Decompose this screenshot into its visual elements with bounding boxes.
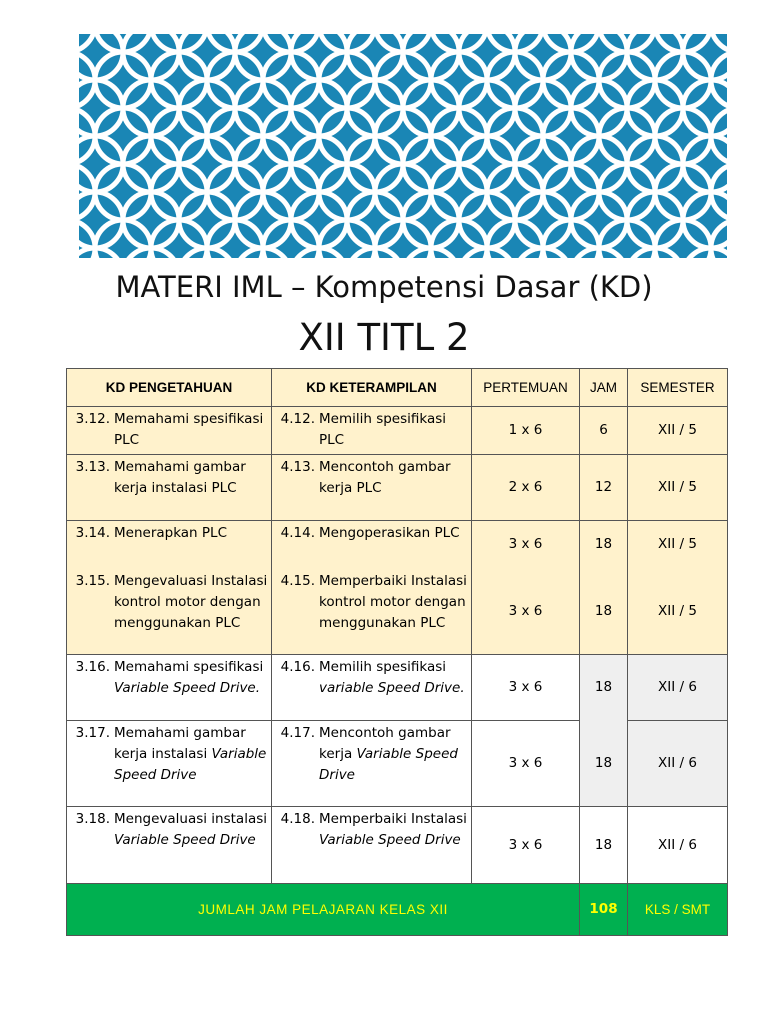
- kd-pengetahuan-cell: 3.17. Memahami gambar kerja instalasi Variable Speed Drive: [67, 721, 272, 807]
- jam-cell: 12: [580, 455, 628, 521]
- kd-pengetahuan-cell: 3.13. Memahami gambar kerja instalasi PLC: [67, 455, 272, 521]
- col-header-kd-keterampilan: KD KETERAMPILAN: [272, 369, 472, 407]
- jam-cell: 18: [580, 655, 628, 721]
- total-row: [67, 884, 728, 936]
- table-row: [67, 721, 728, 807]
- pertemuan-cell: 3 x 6: [472, 721, 580, 807]
- class-title: XII TITL 2: [298, 316, 470, 359]
- kd-pengetahuan-cell: 3.15. Mengevaluasi Instalasi kontrol motor dengan menggunakan PLC: [67, 569, 272, 655]
- total-label: JUMLAH JAM PELAJARAN KELAS XII: [67, 884, 580, 936]
- col-header-kd-pengetahuan: KD PENGETAHUAN: [67, 369, 272, 407]
- semester-cell: XII / 6: [628, 721, 728, 807]
- pertemuan-cell: 3 x 6: [472, 655, 580, 721]
- jam-cell: 18: [580, 807, 628, 884]
- semester-cell: XII / 5: [628, 521, 728, 569]
- total-unit: KLS / SMT: [628, 884, 728, 936]
- table-row: [67, 569, 728, 655]
- kd-pengetahuan-cell: 3.14. Menerapkan PLC: [67, 521, 272, 569]
- pertemuan-cell: 3 x 6: [472, 807, 580, 884]
- pertemuan-cell: 2 x 6: [472, 455, 580, 521]
- table-row: [67, 407, 728, 455]
- jam-cell: 18: [580, 569, 628, 655]
- kd-table: [66, 368, 728, 936]
- col-header-semester: SEMESTER: [628, 369, 728, 407]
- kd-keterampilan-cell: 4.12. Memilih spesifikasi PLC: [272, 407, 472, 455]
- kd-keterampilan-cell: 4.15. Memperbaiki Instalasi kontrol motor dengan menggunakan PLC: [272, 569, 472, 655]
- kd-pengetahuan-cell: 3.18. Mengevaluasi instalasi Variable Speed Drive: [67, 807, 272, 884]
- semester-cell: XII / 6: [628, 807, 728, 884]
- pertemuan-cell: 1 x 6: [472, 407, 580, 455]
- jam-cell: 6: [580, 407, 628, 455]
- page-title: MATERI IML – Kompetensi Dasar (KD): [115, 270, 653, 304]
- table-row: [67, 655, 728, 721]
- col-header-jam: JAM: [580, 369, 628, 407]
- decorative-pattern-banner: [79, 34, 727, 258]
- kd-keterampilan-cell: 4.16. Memilih spesifikasi variable Speed Drive.: [272, 655, 472, 721]
- kd-keterampilan-cell: 4.17. Mencontoh gambar kerja Variable Speed Drive: [272, 721, 472, 807]
- col-header-pertemuan: PERTEMUAN: [472, 369, 580, 407]
- table-row: [67, 521, 728, 569]
- table-row: [67, 807, 728, 884]
- total-value: 108: [580, 884, 628, 936]
- jam-cell: 18: [580, 521, 628, 569]
- jam-cell: 18: [580, 721, 628, 807]
- pertemuan-cell: 3 x 6: [472, 569, 580, 655]
- kd-pengetahuan-cell: 3.16. Memahami spesifikasi Variable Speed Drive.: [67, 655, 272, 721]
- semester-cell: XII / 6: [628, 655, 728, 721]
- semester-cell: XII / 5: [628, 407, 728, 455]
- table-header-row: [67, 369, 728, 407]
- kd-keterampilan-cell: 4.14. Mengoperasikan PLC: [272, 521, 472, 569]
- kd-pengetahuan-cell: 3.12. Memahami spesifikasi PLC: [67, 407, 272, 455]
- semester-cell: XII / 5: [628, 569, 728, 655]
- table-row: [67, 455, 728, 521]
- interlocking-circles-pattern: [79, 34, 727, 258]
- kd-keterampilan-cell: 4.18. Memperbaiki Instalasi Variable Speed Drive: [272, 807, 472, 884]
- semester-cell: XII / 5: [628, 455, 728, 521]
- kd-keterampilan-cell: 4.13. Mencontoh gambar kerja PLC: [272, 455, 472, 521]
- pertemuan-cell: 3 x 6: [472, 521, 580, 569]
